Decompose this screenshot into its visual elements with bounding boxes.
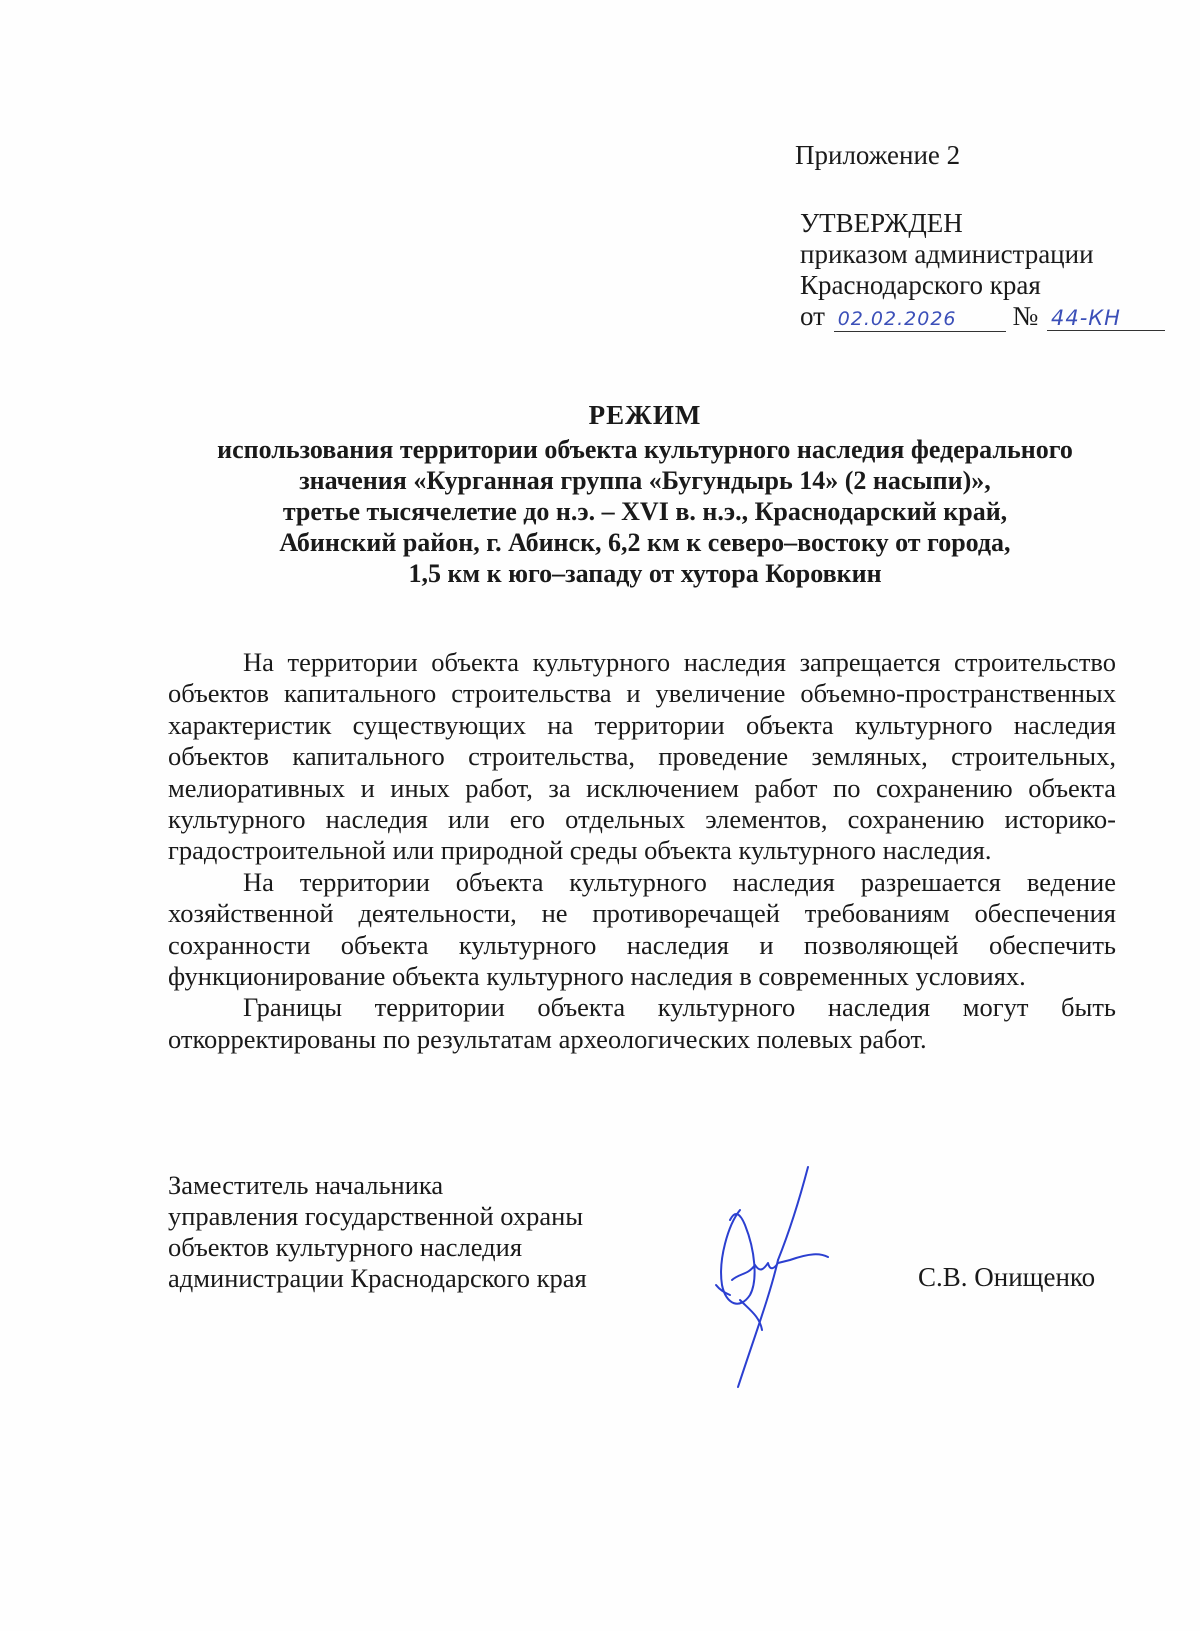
position-line: управления государственной охраны (168, 1201, 584, 1231)
handwritten-number: 44-КН (1047, 306, 1165, 331)
handwritten-date: 02.02.2026 (834, 307, 1006, 332)
number-prefix: № (1012, 301, 1039, 331)
approval-line-2: Краснодарского края (800, 270, 1041, 300)
approval-line-1: приказом администрации (800, 239, 1094, 269)
position-line: объектов культурного наследия (168, 1232, 523, 1262)
subtitle-line: 1,5 км к юго–западу от хутора Коровкин (408, 559, 882, 588)
body-paragraph: На территории объекта культурного наследия запрещается строительство объектов капитального строительства и увеличение объемно-пространственных характеристик существующих на территории объекта культурного наследия объектов капитального строительства, проведение земляных, строительных, мелиоративных и иных работ, за исключением работ по сохранению объекта культурного наследия или его отдельных элементов, сохранению историко-градостроительной или природной среды объекта культурного наследия. (168, 647, 1116, 866)
signatory-position (168, 1170, 587, 1294)
document-body (168, 647, 1116, 1055)
position-line: Заместитель начальника (168, 1170, 444, 1200)
subtitle-line: значения «Курганная группа «Бугундырь 14» (2 насыпи)», (299, 466, 991, 495)
subtitle-line: использования территории объекта культурного наследия федерального (217, 435, 1073, 464)
handwritten-signature (700, 1165, 840, 1390)
subtitle-line: Абинский район, г. Абинск, 6,2 км к северо–востоку от города, (279, 528, 1011, 557)
position-line: администрации Краснодарского края (168, 1263, 587, 1293)
appendix-label: Приложение 2 (795, 140, 961, 170)
body-paragraph: Границы территории объекта культурного наследия могут быть откорректированы по результатам археологических полевых работ. (168, 992, 1116, 1054)
signer-name: С.В. Онищенко (918, 1262, 1096, 1292)
approval-block (800, 208, 1165, 332)
document-title: РЕЖИМ (588, 400, 702, 430)
approval-status: УТВЕРЖДЕН (800, 208, 963, 238)
approval-date-line (800, 301, 1165, 332)
date-prefix: от (800, 301, 825, 331)
subtitle-line: третье тысячелетие до н.э. – XVI в. н.э., Краснодарский край, (282, 497, 1008, 526)
body-paragraph: На территории объекта культурного наследия разрешается ведение хозяйственной деятельности, не противоречащей требованиям обеспечения сохранности объекта культурного наследия и позволяющей обеспечить функционирование объекта культурного наследия в современных условиях. (168, 866, 1116, 992)
document-subtitle (160, 434, 1130, 589)
